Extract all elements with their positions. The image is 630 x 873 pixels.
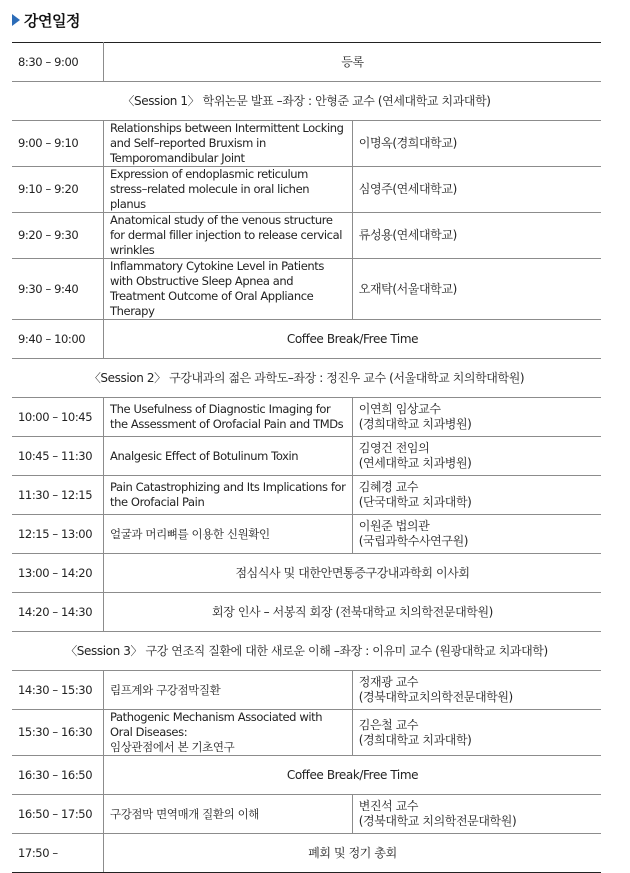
session-header: 〈Session 3〉 구강 연조직 질환에 대한 새로운 이해 –좌장 : 이유미 교수 (원광대학교 치과대학) — [12, 632, 601, 671]
topic-cell: Pain Catastrophizing and Its Implications for the Orofacial Pain — [104, 476, 353, 515]
schedule-row — [12, 167, 601, 213]
schedule-row — [12, 834, 601, 873]
time-cell: 9:30 – 9:40 — [12, 259, 104, 320]
topic-cell: The Usefulness of Diagnostic Imaging for the Assessment of Orofacial Pain and TMDs — [104, 398, 353, 437]
topic-cell: 구강점막 면역매개 질환의 이해 — [104, 795, 353, 834]
schedule-row — [12, 515, 601, 554]
schedule-row — [12, 795, 601, 834]
speaker-cell — [352, 515, 601, 554]
topic-cell: Analgesic Effect of Botulinum Toxin — [104, 437, 353, 476]
time-cell: 13:00 – 14:20 — [12, 554, 104, 593]
topic-line: 임상관점에서 본 기초연구 — [110, 740, 235, 754]
triangle-bullet-icon — [12, 14, 20, 26]
event-cell: Coffee Break/Free Time — [104, 320, 602, 359]
session-row — [12, 359, 601, 398]
session-header: 〈Session 1〉 학위논문 발표 –좌장 : 안형준 교수 (연세대학교 치과대학) — [12, 82, 601, 121]
session-row — [12, 82, 601, 121]
speaker-cell — [352, 710, 601, 756]
event-cell: 폐회 및 정기 총회 — [104, 834, 602, 873]
time-cell: 10:45 – 11:30 — [12, 437, 104, 476]
time-cell: 16:50 – 17:50 — [12, 795, 104, 834]
speaker-affiliation: (연세대학교 치과병원) — [358, 456, 472, 470]
session-row — [12, 632, 601, 671]
section-heading — [12, 8, 80, 32]
schedule-row — [12, 213, 601, 259]
topic-cell: Expression of endoplasmic reticulum stress–related molecule in oral lichen planus — [104, 167, 353, 213]
time-cell: 9:00 – 9:10 — [12, 121, 104, 167]
event-cell: 점심식사 및 대한안면통증구강내과학회 이사회 — [104, 554, 602, 593]
time-cell: 9:20 – 9:30 — [12, 213, 104, 259]
heading-title: 강연일정 — [24, 11, 80, 30]
session-header: 〈Session 2〉 구강내과의 젊은 과학도–좌장 : 정진우 교수 (서울대학교 치의학대학원) — [12, 359, 601, 398]
time-cell: 11:30 – 12:15 — [12, 476, 104, 515]
schedule-row — [12, 320, 601, 359]
speaker-name: 변진석 교수 — [358, 799, 419, 813]
time-cell: 8:30 – 9:00 — [12, 43, 104, 82]
speaker-affiliation: (단국대학교 치과대학) — [358, 495, 472, 509]
time-cell: 16:30 – 16:50 — [12, 756, 104, 795]
schedule-row — [12, 593, 601, 632]
schedule-row — [12, 476, 601, 515]
speaker-cell — [352, 476, 601, 515]
time-cell: 10:00 – 10:45 — [12, 398, 104, 437]
speaker-affiliation: (경북대학교치의학전문대학원) — [358, 690, 513, 704]
time-cell: 12:15 – 13:00 — [12, 515, 104, 554]
speaker-name: 이원준 법의관 — [358, 519, 430, 533]
speaker-name: 정재광 교수 — [358, 675, 419, 689]
topic-line: Pathogenic Mechanism Associated with Oral Diseases: — [110, 710, 323, 739]
topic-cell: Inflammatory Cytokine Level in Patients with Obstructive Sleep Apnea and Treatment Outcome of Oral Appliance Therapy — [104, 259, 353, 320]
schedule-table — [12, 42, 601, 873]
speaker-name: 김영건 전임의 — [358, 441, 430, 455]
event-cell: Coffee Break/Free Time — [104, 756, 602, 795]
topic-cell: 림프계와 구강점막질환 — [104, 671, 353, 710]
topic-cell: Anatomical study of the venous structure for dermal filler injection to release cervical wrinkles — [104, 213, 353, 259]
speaker-cell: 심영주(연세대학교) — [352, 167, 601, 213]
speaker-affiliation: (국립과학수사연구원) — [358, 534, 469, 548]
speaker-name: 이연희 임상교수 — [358, 402, 441, 416]
schedule-row — [12, 398, 601, 437]
schedule-row — [12, 121, 601, 167]
time-cell: 14:30 – 15:30 — [12, 671, 104, 710]
speaker-cell: 오재탁(서울대학교) — [352, 259, 601, 320]
speaker-cell — [352, 398, 601, 437]
speaker-cell — [352, 437, 601, 476]
time-cell: 15:30 – 16:30 — [12, 710, 104, 756]
topic-cell: Relationships between Intermittent Locking and Self–reported Bruxism in Temporomandibular Joint — [104, 121, 353, 167]
speaker-affiliation: (경희대학교 치과병원) — [358, 417, 472, 431]
speaker-name: 김혜경 교수 — [358, 480, 419, 494]
schedule-row — [12, 259, 601, 320]
schedule-row — [12, 43, 601, 82]
schedule-row — [12, 710, 601, 756]
time-cell: 9:10 – 9:20 — [12, 167, 104, 213]
speaker-name: 김은철 교수 — [358, 717, 419, 732]
speaker-cell — [352, 671, 601, 710]
time-cell: 9:40 – 10:00 — [12, 320, 104, 359]
speaker-cell: 이명옥(경희대학교) — [352, 121, 601, 167]
speaker-affiliation: (경북대학교 치의학전문대학원) — [358, 814, 517, 828]
topic-cell — [104, 710, 353, 756]
schedule-row — [12, 437, 601, 476]
topic-cell: 얼굴과 머리뼈를 이용한 신원확인 — [104, 515, 353, 554]
event-cell: 등록 — [104, 43, 602, 82]
schedule-row — [12, 671, 601, 710]
speaker-cell: 류성용(연세대학교) — [352, 213, 601, 259]
speaker-affiliation: (경희대학교 치과대학) — [358, 732, 472, 747]
event-cell: 회장 인사 – 서봉직 회장 (전북대학교 치의학전문대학원) — [104, 593, 602, 632]
time-cell: 14:20 – 14:30 — [12, 593, 104, 632]
schedule-row — [12, 554, 601, 593]
speaker-cell — [352, 795, 601, 834]
schedule-row — [12, 756, 601, 795]
time-cell: 17:50 – — [12, 834, 104, 873]
